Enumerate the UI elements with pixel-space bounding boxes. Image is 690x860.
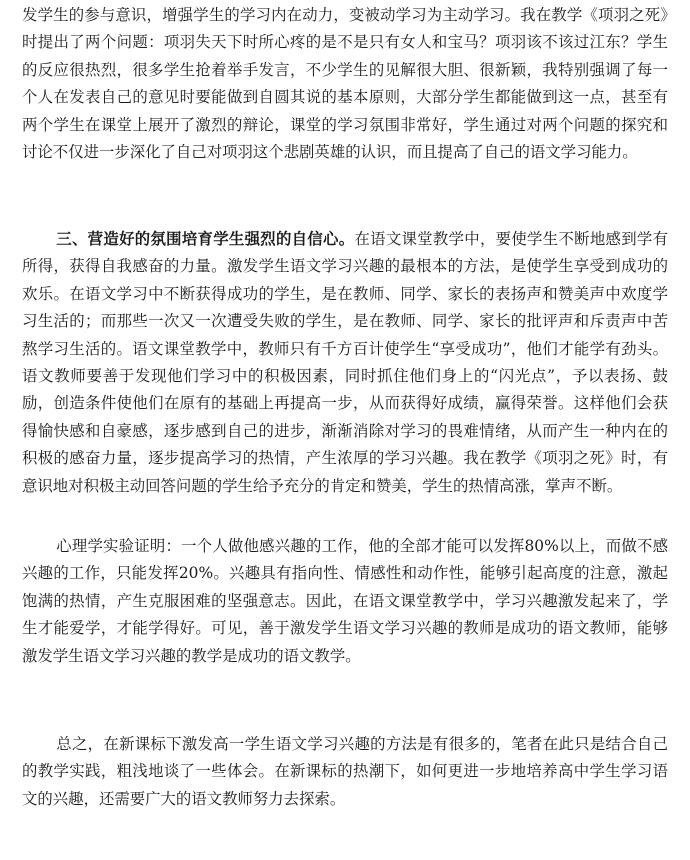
paragraph-continuation <box>22 2 668 166</box>
paragraph-text: 发学生的参与意识，增强学生的学习内在动力，变被动学习为主动学习。我在教学《项羽之死》时提出了两个问题：项羽失天下时所心疼的是不是只有女人和宝马？项羽该不该过江东？学生的反应很热烈，很多学生抢着举手发言，不少学生的见解很大胆、很新颖，我特别强调了每一个人在发表自己的意见时要能做到自圆其说的基本原则，大部分学生都能做到这一点，甚至有两个学生在课堂上展开了激烈的辩论，课堂的学习氛围非常好，学生通过对两个问题的探究和讨论不仅进一步深化了自己对项羽这个悲剧英雄的认识，而且提高了自己的语文学习能力。 <box>22 6 668 162</box>
paragraph-section-three <box>22 226 668 500</box>
paragraph-conclusion <box>22 731 668 813</box>
paragraph-text: 心理学实验证明：一个人做他感兴趣的工作，他的全部才能可以发挥80%以上，而做不感兴趣的工作，只能发挥20%。兴趣具有指向性、情感性和动作性，能够引起高度的注意，激起饱满的热情，产生克服困难的坚强意志。因此，在语文课堂教学中，学习兴趣激发起来了，学生才能爱学，才能学得好。可见，善于激发学生语文学习兴趣的教师是成功的语文教师，能够激发学生语文学习兴趣的教学是成功的语文教学。 <box>22 537 668 665</box>
paragraph-text: 总之，在新课标下激发高一学生语文学习兴趣的方法是有很多的，笔者在此只是结合自己的教学实践，粗浅地谈了一些体会。在新课标的热潮下，如何更进一步地培养高中学生学习语文的兴趣，还需要广大的语文教师努力去探索。 <box>22 735 668 808</box>
paragraph-psychology <box>22 533 668 670</box>
section-heading: 三、营造好的氛围培育学生强烈的自信心。 <box>56 230 355 248</box>
paragraph-text: 在语文课堂教学中，要使学生不断地感到学有所得，获得自我感奋的力量。激发学生语文学习兴趣的最根本的方法，是使学生享受到成功的欢乐。在语文学习中不断获得成功的学生，是在教师、同学、家长的表扬声和赞美声中欢度学习生活的；而那些一次又一次遭受失败的学生，是在教师、同学、家长的批评声和斥责声中苦熬学习生活的。语文课堂教学中，教师只有千方百计使学生“享受成功”，他们才能学有劲头。语文教师要善于发现他们学习中的积极因素，同时抓住他们身上的“闪光点”，予以表扬、鼓励，创造条件使他们在原有的基础上再提高一步，从而获得好成绩，赢得荣誉。这样他们会获得愉快感和自豪感，逐步感到自己的进步，渐渐消除对学习的畏难情绪，从而产生一种内在的积极的感奋力量，逐步提高学习的热情，产生浓厚的学习兴趣。我在教学《项羽之死》时，有意识地对积极主动回答问题的学生给予充分的肯定和赞美，学生的热情高涨，掌声不断。 <box>22 230 668 495</box>
